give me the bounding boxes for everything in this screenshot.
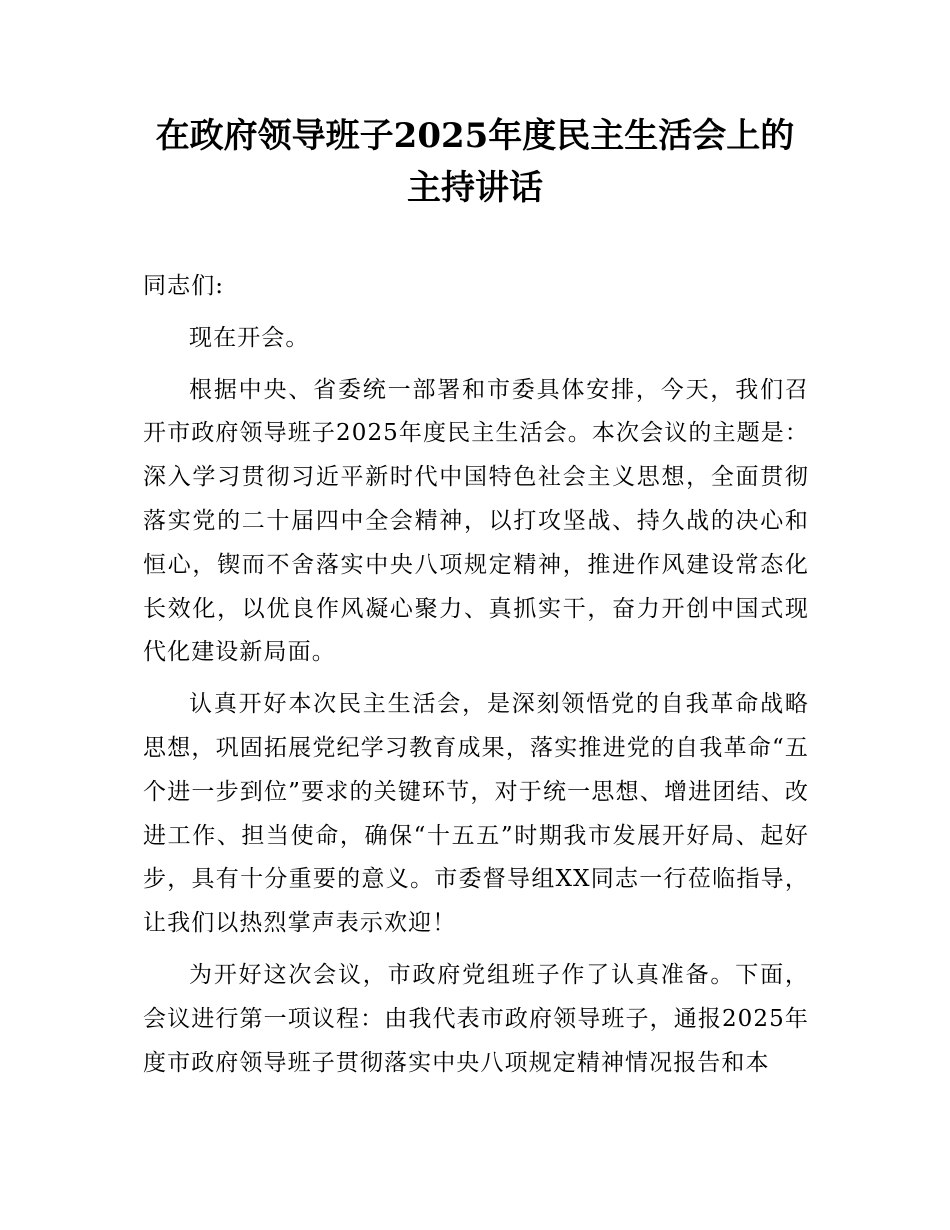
paragraph-opening: 现在开会。 [189,324,310,351]
paragraph-significance: 认真开好本次民主生活会，是深刻领悟党的自我革命战略思想，巩固拓展党纪学习教育成果，落实推进党的自我革命“五个进一步到位”要求的关键环节，对于统一思想、增进团结、改进工作、担当使命，确保“十五五”时期我市发展开好局、起好步，具有十分重要的意义。市委督导组XX同志一行莅临指导，让我们以热烈掌声表示欢迎！ [143,691,809,937]
document-body [143,265,809,1093]
salutation: 同志们: [143,273,225,299]
paragraph-first-agenda: 为开好这次会议，市政府党组班子作了认真准备。下面，会议进行第一项议程：由我代表市政府领导班子，通报2025年度市政府领导班子贯彻落实中央八项规定精神情况报告和本 [143,961,809,1076]
document-title: 在政府领导班子2025年度民主生活会上的主持讲话 [155,116,795,208]
paragraph-meeting-theme: 根据中央、省委统一部署和市委具体安排，今天，我们召开市政府领导班子2025年度民主生活会。本次会议的主题是：深入学习贯彻习近平新时代中国特色社会主义思想，全面贯彻落实党的二十届四中全会精神，以打攻坚战、持久战的决心和恒心，锲而不舍落实中央八项规定精神，推进作风建设常态化长效化，以优良作风凝心聚力、真抓实干，奋力开创中国式现代化建设新局面。 [143,376,809,666]
